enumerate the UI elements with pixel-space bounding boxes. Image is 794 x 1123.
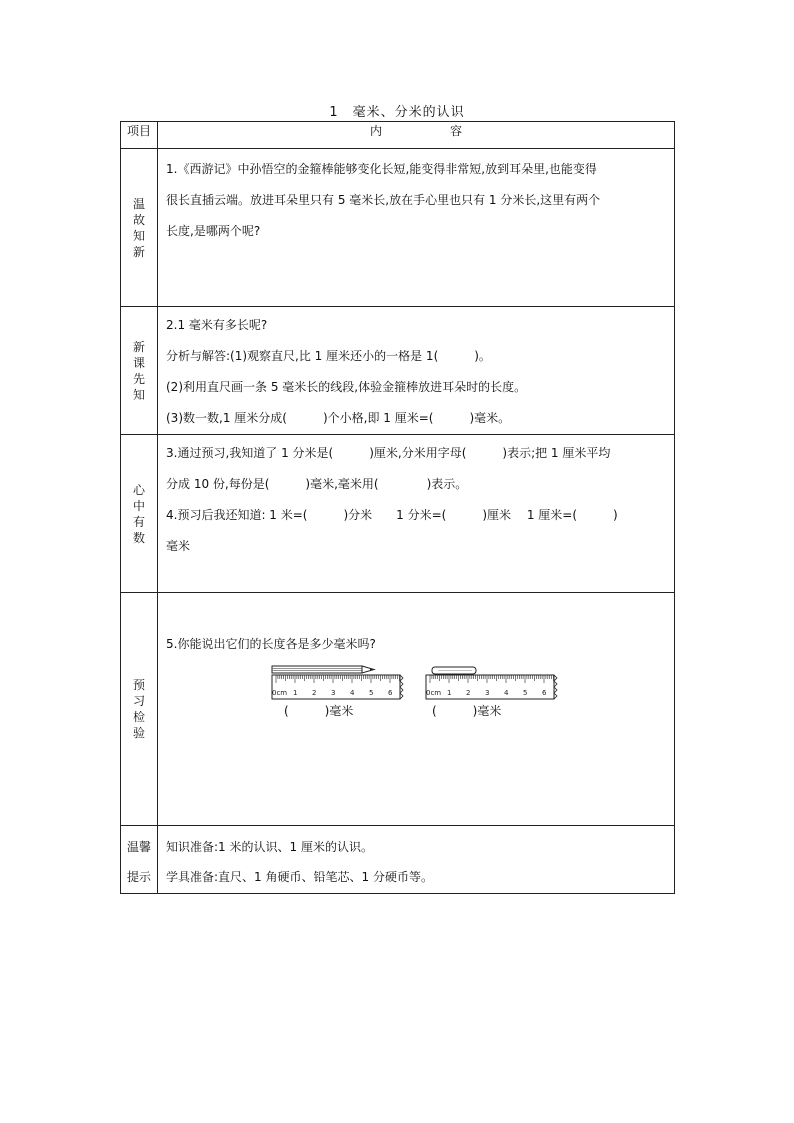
header-item: 项目 bbox=[121, 122, 158, 149]
question-line: 1.《西游记》中孙悟空的金箍棒能够变化长短,能变得非常短,放到耳朵里,也能变得 bbox=[166, 162, 597, 176]
answer-blank: ( )毫米 bbox=[432, 704, 502, 718]
question-line: 4.预习后我还知道: 1 米=( )分米 1 分米=( )厘米 1 厘米=( ) bbox=[166, 508, 618, 522]
question-line: 3.通过预习,我知道了 1 分米是( )厘米,分米用字母( )表示;把 1 厘米平均 bbox=[166, 446, 611, 460]
ruler-tick-label: 2 bbox=[312, 689, 317, 697]
row-label: 心中有数 bbox=[132, 482, 145, 545]
question-line: 长度,是哪两个呢? bbox=[166, 224, 261, 238]
ruler-tick-label: 4 bbox=[504, 689, 509, 697]
pencil-on-ruler-figure bbox=[270, 662, 404, 702]
ruler-unit-label: 0cm bbox=[272, 689, 288, 697]
chalk-on-ruler-figure bbox=[424, 662, 558, 702]
ruler-tick-label: 1 bbox=[447, 689, 452, 697]
question-line: (3)数一数,1 厘米分成( )个小格,即 1 厘米=( )毫米。 bbox=[166, 411, 511, 425]
question-line: 2.1 毫米有多长呢? bbox=[166, 318, 268, 332]
header-row bbox=[121, 122, 675, 149]
ruler-tick-label: 1 bbox=[293, 689, 298, 697]
ruler-tick-label: 2 bbox=[466, 689, 471, 697]
ruler-figures bbox=[166, 660, 666, 750]
row-label: 预习检验 bbox=[132, 678, 145, 740]
ruler-tick-label: 5 bbox=[369, 689, 374, 697]
question-line: 分析与解答:(1)观察直尺,比 1 厘米还小的一格是 1( )。 bbox=[166, 349, 491, 363]
question-line: (2)利用直尺画一条 5 毫米长的线段,体验金箍棒放进耳朵时的长度。 bbox=[166, 380, 527, 394]
row-new-lesson bbox=[121, 307, 675, 435]
question-line: 毫米 bbox=[166, 539, 191, 553]
study-sheet-table bbox=[120, 121, 675, 894]
pencil-lead-icon bbox=[432, 667, 476, 674]
row-review bbox=[121, 149, 675, 307]
page-title: 1 毫米、分米的认识 bbox=[329, 105, 465, 120]
row-label: 温馨 bbox=[126, 840, 151, 854]
pencil-icon bbox=[272, 666, 375, 673]
row-label: 温故知新 bbox=[132, 196, 145, 259]
answer-blank: ( )毫米 bbox=[284, 704, 354, 718]
ruler-tick-label: 4 bbox=[350, 689, 355, 697]
ruler-tick-label: 5 bbox=[523, 689, 528, 697]
row-label: 提示 bbox=[126, 870, 151, 884]
ruler-tick-label: 3 bbox=[485, 689, 490, 697]
row-self-check bbox=[121, 435, 675, 593]
ruler-tick-label: 6 bbox=[388, 689, 393, 697]
ruler-unit-label: 0cm bbox=[426, 689, 442, 697]
tip-line: 学具准备:直尺、1 角硬币、铅笔芯、1 分硬币等。 bbox=[166, 870, 433, 884]
ruler-tick-label: 6 bbox=[542, 689, 547, 697]
question-line: 很长直插云端。放进耳朵里只有 5 毫米长,放在手心里也只有 1 分米长,这里有两个 bbox=[166, 193, 601, 207]
header-content: 内 容 bbox=[158, 122, 675, 149]
row-preview-test bbox=[121, 593, 675, 826]
row-label: 新课先知 bbox=[132, 339, 145, 402]
tip-line: 知识准备:1 米的认识、1 厘米的认识。 bbox=[166, 840, 373, 854]
question-line: 5.你能说出它们的长度各是多少毫米吗? bbox=[166, 637, 376, 651]
ruler-tick-label: 3 bbox=[331, 689, 336, 697]
row-tips bbox=[121, 826, 675, 894]
question-line: 分成 10 份,每份是( )毫米,毫米用( )表示。 bbox=[166, 477, 468, 491]
